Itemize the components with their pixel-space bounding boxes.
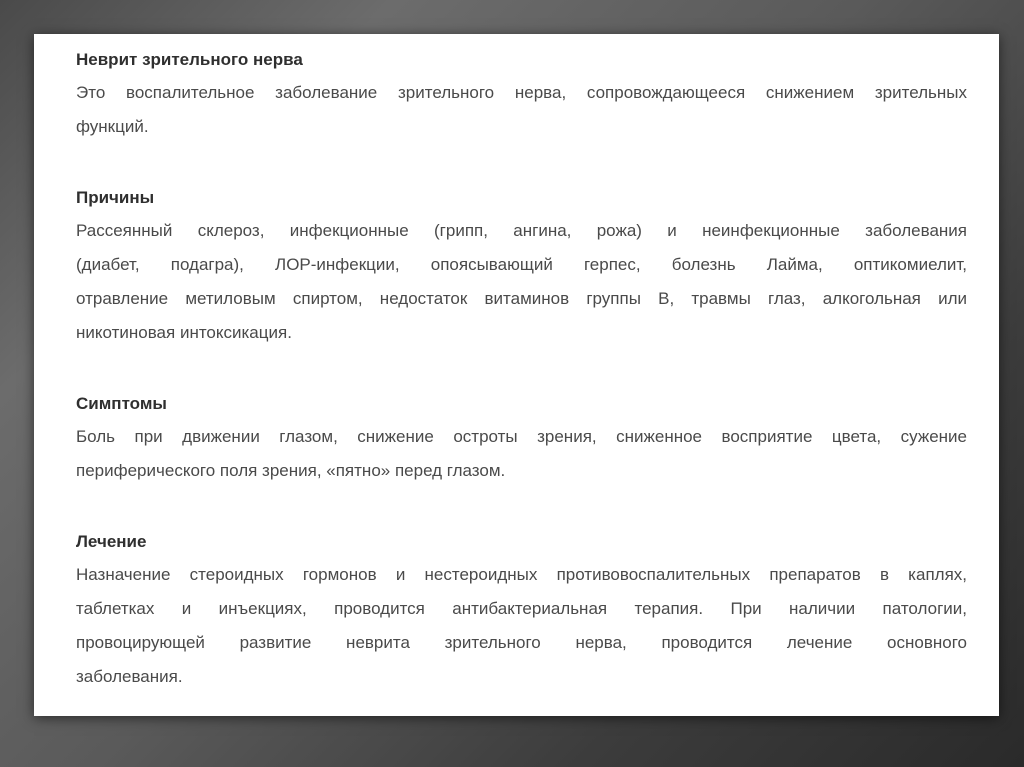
section-symptoms	[76, 388, 967, 488]
section-heading: Причины	[76, 188, 155, 207]
section-definition	[76, 44, 967, 144]
text-line: (диабет, подагра), ЛОР-инфекции, опоясывающий герпес, болезнь Лайма, оптикомиелит,	[76, 255, 967, 274]
section-body	[76, 76, 967, 144]
slide-content-panel	[34, 34, 999, 716]
section-treatment	[76, 526, 967, 694]
text-line: Это воспалительное заболевание зрительного нерва, сопровождающееся снижением зрительных	[76, 83, 967, 102]
text-line: провоцирующей развитие неврита зрительного нерва, проводится лечение основного	[76, 633, 967, 652]
text-line: функций.	[76, 117, 149, 136]
section-body	[76, 420, 967, 488]
section-heading: Неврит зрительного нерва	[76, 50, 303, 69]
text-line: отравление метиловым спиртом, недостаток витаминов группы В, травмы глаз, алкогольная или	[76, 289, 967, 308]
text-line: периферического поля зрения, «пятно» перед глазом.	[76, 461, 506, 480]
text-line: Назначение стероидных гормонов и нестероидных противовоспалительных препаратов в каплях,	[76, 565, 967, 584]
text-line: Рассеянный склероз, инфекционные (грипп, ангина, рожа) и неинфекционные заболевания	[76, 221, 967, 240]
section-heading: Симптомы	[76, 394, 167, 413]
text-line: заболевания.	[76, 667, 183, 686]
section-body	[76, 214, 967, 350]
section-heading: Лечение	[76, 532, 147, 551]
section-causes	[76, 182, 967, 350]
text-line: Боль при движении глазом, снижение остроты зрения, сниженное восприятие цвета, сужение	[76, 427, 967, 446]
section-body	[76, 558, 967, 694]
text-line: таблетках и инъекциях, проводится антибактериальная терапия. При наличии патологии,	[76, 599, 967, 618]
text-line: никотиновая интоксикация.	[76, 323, 292, 342]
